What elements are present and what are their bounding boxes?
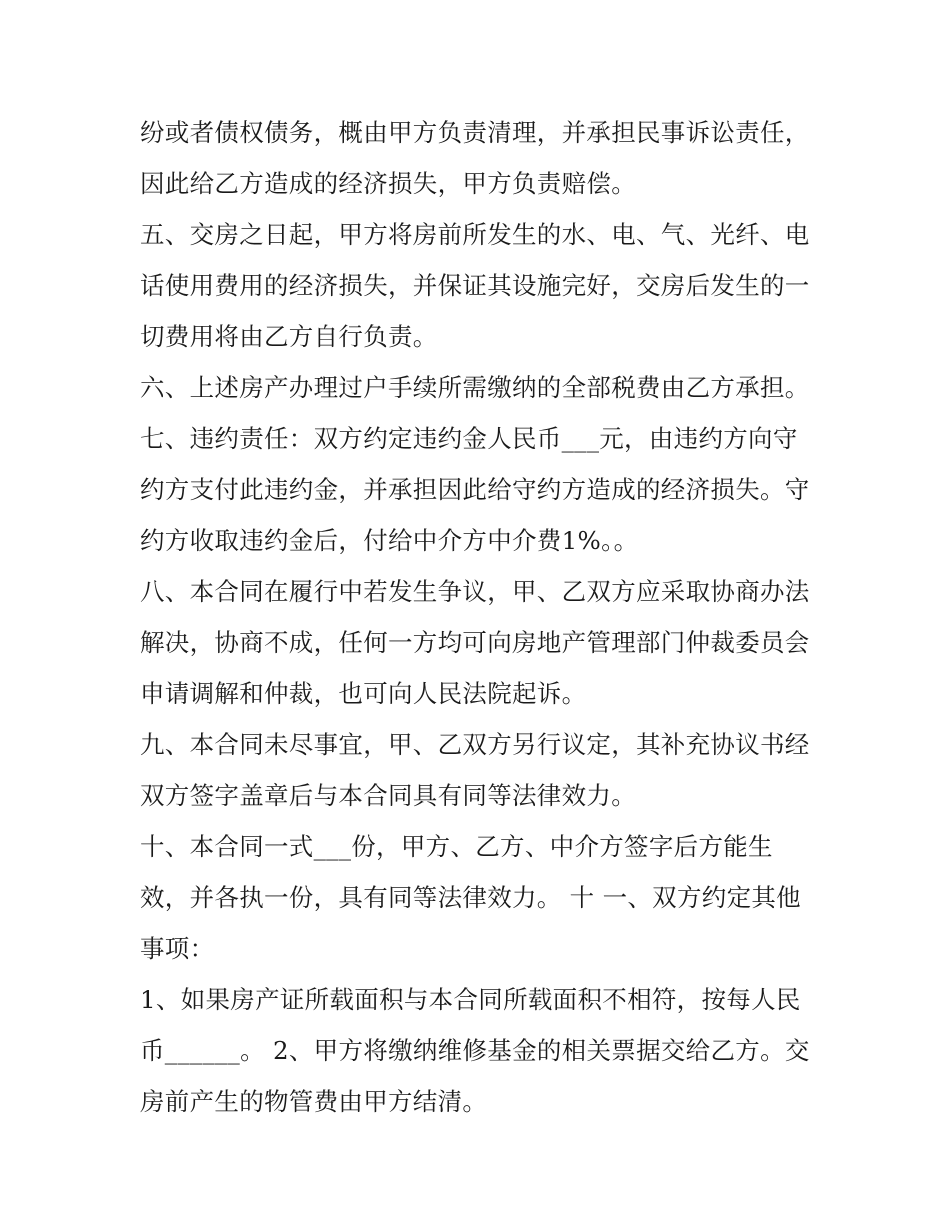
text-line: 六、上述房产办理过户手续所需缴纳的全部税费由乙方承担。 xyxy=(140,373,810,402)
text-line: 纷或者债权债务，概由甲方负责清理，并承担民事诉讼责任， xyxy=(140,118,810,147)
text-line: 事项： xyxy=(140,934,215,963)
text-line: 币______。 2、甲方将缴纳维修基金的相关票据交给乙方。交 xyxy=(140,1036,810,1065)
text-line: 九、本合同未尽事宜，甲、乙双方另行议定，其补充协议书经 xyxy=(140,730,810,759)
text-line: 约方支付此违约金，并承担因此给守约方造成的经济损失。守 xyxy=(140,475,810,504)
text-line: 效，并各执一份，具有同等法律效力。 十 一、双方约定其他 xyxy=(140,883,801,912)
text-line: 双方签字盖章后与本合同具有同等法律效力。 xyxy=(140,781,636,810)
text-line: 申请调解和仲裁，也可向人民法院起诉。 xyxy=(140,679,587,708)
text-line: 七、违约责任：双方约定违约金人民币___元，由违约方向守 xyxy=(140,424,798,453)
text-line: 解决，协商不成，任何一方均可向房地产管理部门仲裁委员会 xyxy=(140,628,810,657)
contract-body xyxy=(140,107,820,1127)
text-line: 1、如果房产证所载面积与本合同所载面积不相符，按每人民 xyxy=(140,985,801,1014)
text-line: 十、本合同一式___份，甲方、乙方、中介方签字后方能生 xyxy=(140,832,773,861)
text-line: 切费用将由乙方自行负责。 xyxy=(140,322,438,351)
text-line: 五、交房之日起，甲方将房前所发生的水、电、气、光纤、电 xyxy=(140,220,810,249)
text-line: 话使用费用的经济损失，并保证其设施完好，交房后发生的一 xyxy=(140,271,810,300)
text-line: 房前产生的物管费由甲方结清。 xyxy=(140,1087,488,1116)
text-line: 因此给乙方造成的经济损失，甲方负责赔偿。 xyxy=(140,169,636,198)
text-line: 约方收取违约金后，付给中介方中介费1%。。 xyxy=(140,526,639,555)
text-line: 八、本合同在履行中若发生争议，甲、乙双方应采取协商办法 xyxy=(140,577,810,606)
